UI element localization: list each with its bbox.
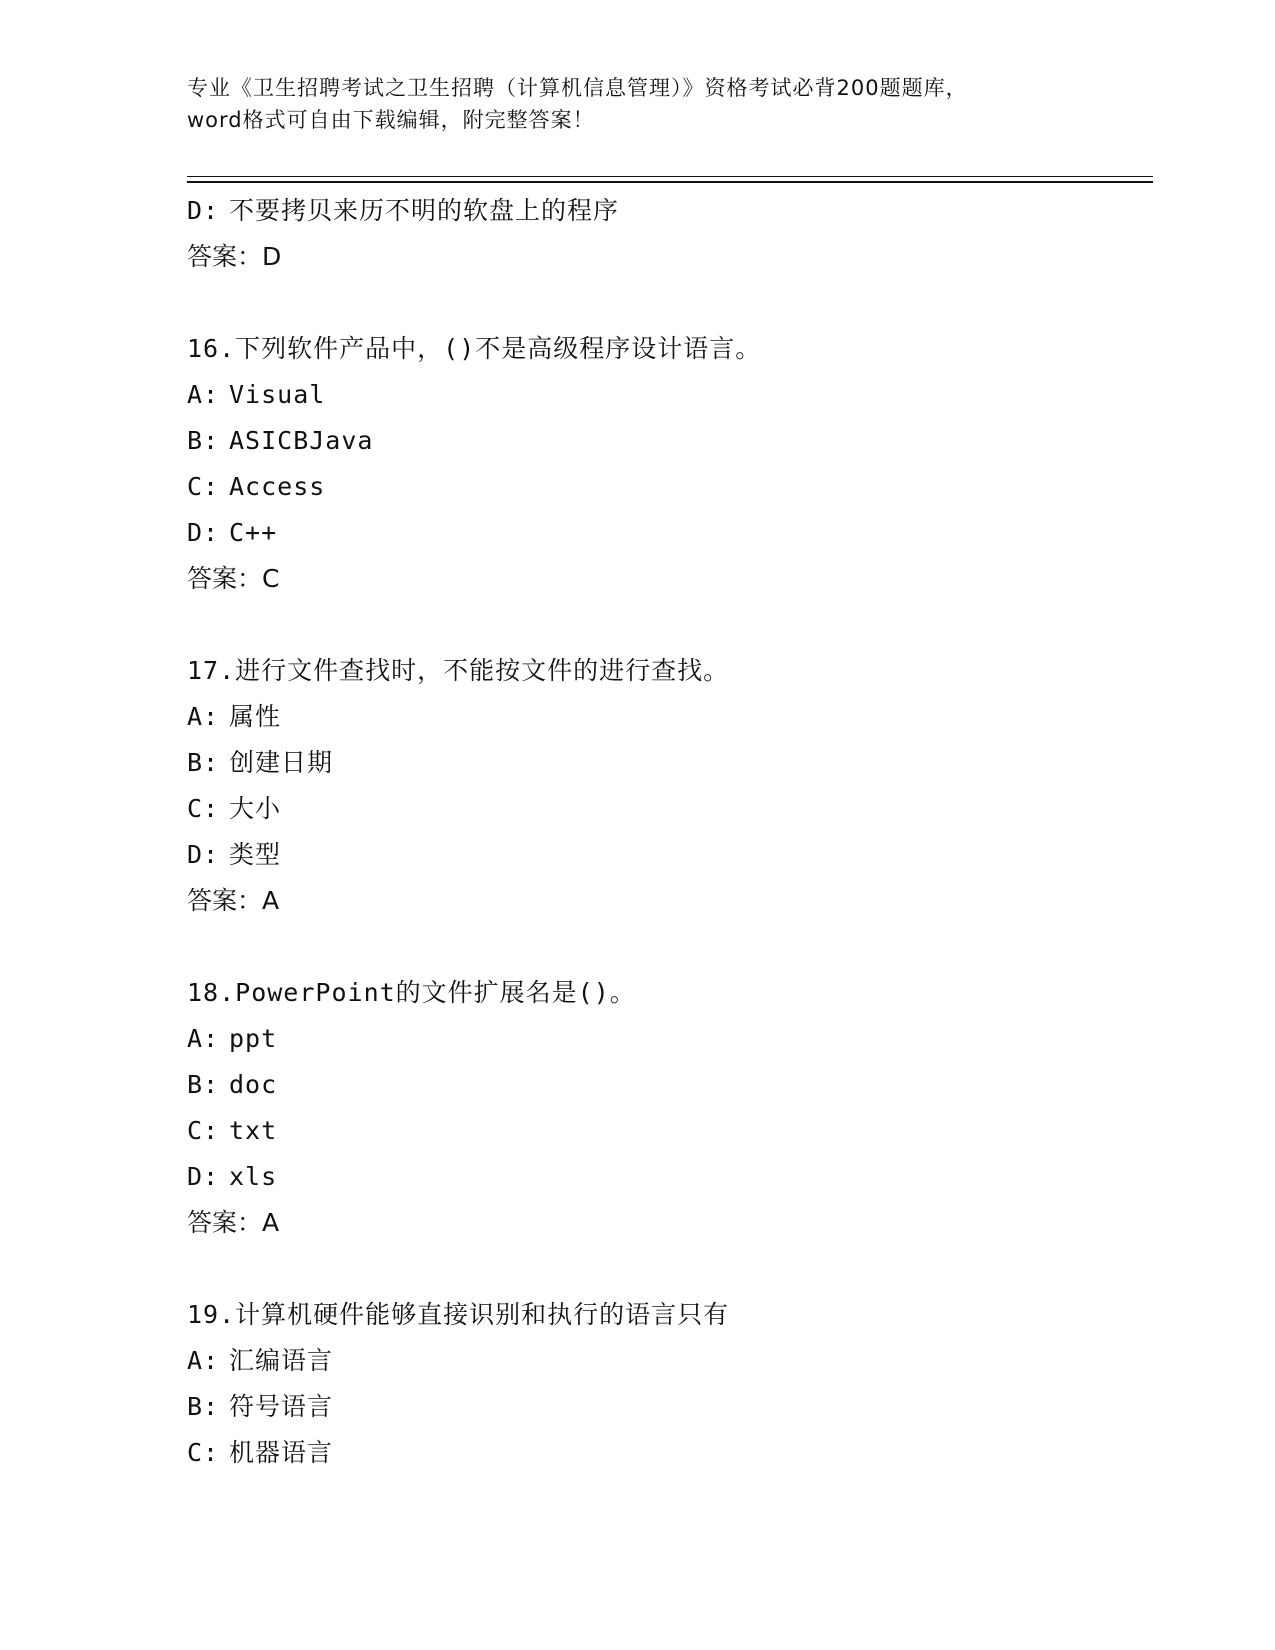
spacer [187, 602, 1147, 648]
option-letter: C: [187, 794, 220, 823]
question-18-answer: 答案：A [187, 1208, 280, 1237]
option-text: 属性 [229, 702, 282, 731]
question-content [187, 188, 1147, 1476]
option-letter: D: [187, 840, 220, 869]
question-16-title: 16.下列软件产品中，()不是高级程序设计语言。 [187, 334, 762, 363]
option-letter: B: [187, 748, 220, 777]
question-17-option-c [187, 786, 1147, 832]
option-text: doc [229, 1070, 278, 1099]
option-text: 不要拷贝来历不明的软盘上的程序 [229, 196, 620, 225]
question-17-answer: 答案：A [187, 886, 280, 915]
question-19-option-a [187, 1338, 1147, 1384]
question-18-option-d [187, 1154, 1147, 1200]
option-text: C++ [229, 518, 278, 547]
question-16-answer: 答案：C [187, 564, 280, 593]
header-line-1: 专业《卫生招聘考试之卫生招聘（计算机信息管理）》资格考试必背200题题库， [187, 76, 968, 100]
spacer [187, 924, 1147, 970]
question-17-option-d [187, 832, 1147, 878]
option-letter: B: [187, 426, 220, 455]
option-text: 符号语言 [229, 1392, 334, 1421]
option-letter: D: [187, 196, 220, 225]
option-letter: A: [187, 1024, 220, 1053]
header-line-2: word格式可自由下载编辑，附完整答案！ [187, 108, 595, 132]
prev-option-d [187, 188, 1147, 234]
option-text: ppt [229, 1024, 278, 1053]
question-18-option-c [187, 1108, 1147, 1154]
option-letter: B: [187, 1392, 220, 1421]
option-letter: B: [187, 1070, 220, 1099]
document-header [187, 72, 1087, 136]
prev-answer: 答案：D [187, 242, 282, 271]
option-text: 创建日期 [229, 748, 334, 777]
question-17-option-a [187, 694, 1147, 740]
option-letter: D: [187, 518, 220, 547]
question-16-option-d [187, 510, 1147, 556]
question-19-title: 19.计算机硬件能够直接识别和执行的语言只有 [187, 1300, 730, 1329]
option-text: 汇编语言 [229, 1346, 334, 1375]
option-letter: A: [187, 380, 220, 409]
header-divider-thin [187, 176, 1153, 177]
header-divider-thick [187, 181, 1153, 183]
option-letter: C: [187, 472, 220, 501]
option-letter: A: [187, 702, 220, 731]
option-letter: D: [187, 1162, 220, 1191]
spacer [187, 280, 1147, 326]
question-18-option-a [187, 1016, 1147, 1062]
option-letter: A: [187, 1346, 220, 1375]
question-18-title: 18.PowerPoint的文件扩展名是()。 [187, 978, 636, 1007]
option-letter: C: [187, 1116, 220, 1145]
question-17-title: 17.进行文件查找时，不能按文件的进行查找。 [187, 656, 730, 685]
option-text: 类型 [229, 840, 282, 869]
question-19-option-b [187, 1384, 1147, 1430]
option-text: xls [229, 1162, 278, 1191]
option-text: ASICBJava [229, 426, 374, 455]
option-letter: C: [187, 1438, 220, 1467]
option-text: Access [229, 472, 326, 501]
question-18-option-b [187, 1062, 1147, 1108]
question-16-option-c [187, 464, 1147, 510]
question-17-option-b [187, 740, 1147, 786]
option-text: Visual [229, 380, 326, 409]
option-text: txt [229, 1116, 278, 1145]
question-16-option-a [187, 372, 1147, 418]
option-text: 机器语言 [229, 1438, 334, 1467]
question-16-option-b [187, 418, 1147, 464]
spacer [187, 1246, 1147, 1292]
question-19-option-c [187, 1430, 1147, 1476]
option-text: 大小 [229, 794, 282, 823]
